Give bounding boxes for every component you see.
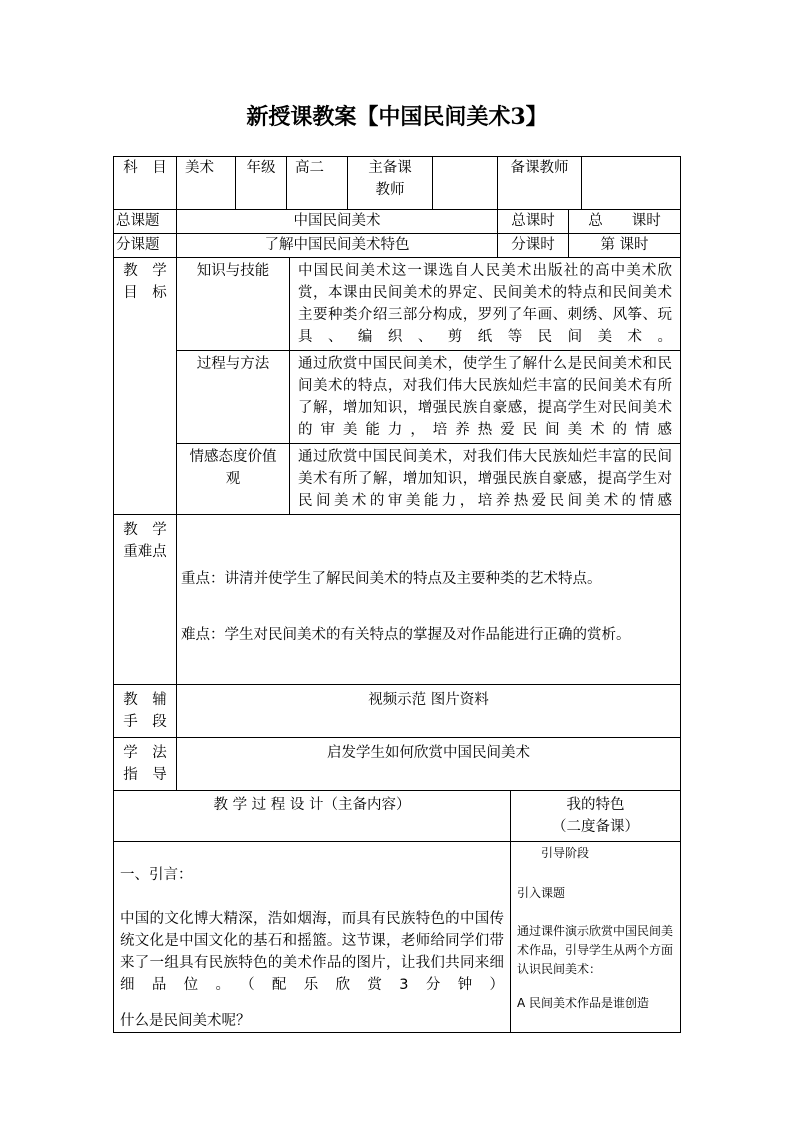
- sub-hours-value: 第 课时: [569, 234, 681, 258]
- total-hours-label: 总课时: [498, 210, 569, 234]
- total-hours-value: 总 课时: [569, 210, 681, 234]
- intro-title: 一、引言：: [120, 867, 193, 883]
- objective-text-knowledge: 中国民间美术这一课选自人民美术出版社的高中美术欣赏，本课由民间美术的界定、民间美术的特点和民间美术主要种类介绍三部分构成，罗列了年画、刺绣、风筝、玩具、编织、剪纸等民间美术。: [290, 258, 681, 351]
- aids-label: 教 辅手 段: [114, 685, 177, 738]
- backup-teacher-label: 备课教师: [498, 157, 582, 210]
- lesson-plan-table: [113, 156, 681, 1033]
- sub-topic-row: [114, 234, 681, 258]
- key-points-label: 教 学重难点: [114, 515, 177, 685]
- note-method: 通过课件演示欣赏中国民间美术作品，引导学生从两个方面认识民间美术：: [517, 924, 674, 976]
- process-row: [114, 842, 681, 1033]
- objective-label-process: 过程与方法: [177, 351, 290, 444]
- objective-label-knowledge: 知识与技能: [177, 258, 290, 351]
- total-topic-row: [114, 210, 681, 234]
- study-value: 启发学生如何欣赏中国民间美术: [177, 738, 681, 791]
- key-focus-text: 重点：讲清并使学生了解民间美术的特点及主要种类的艺术特点。: [181, 570, 602, 587]
- note-stage: 引导阶段: [541, 846, 590, 860]
- objective-label-attitude: 情感态度价值观: [177, 444, 290, 515]
- total-topic-value: 中国民间美术: [177, 210, 498, 234]
- grade-label: 年级: [236, 157, 287, 210]
- page-title: 新授课教案【中国民间美术3】: [246, 104, 548, 130]
- objective-text-attitude: 通过欣赏中国民间美术，对我们伟大民族灿烂丰富的民间美术有所了解，增加知识，增强民族自豪感，提高学生对民间美术的审美能力，培养热爱民间美术的情感: [290, 444, 681, 515]
- note-intro: 引入课题: [517, 886, 566, 900]
- feature-heading: 我的特色: [566, 797, 625, 813]
- intro-question: 什么是民间美术呢？: [120, 1013, 251, 1029]
- study-label: 学 法指 导: [114, 738, 177, 791]
- grade-value: 高二: [287, 157, 348, 210]
- feature-sub: （二度备课）: [552, 819, 639, 835]
- sub-topic-value: 了解中国民间美术特色: [177, 234, 498, 258]
- objective-row-knowledge: [114, 258, 681, 351]
- total-topic-label: 总课题: [114, 210, 177, 234]
- feature-heading-cell: [511, 791, 681, 842]
- key-points-row: [114, 515, 681, 685]
- subject-value: 美术: [177, 157, 236, 210]
- objective-text-process: 通过欣赏中国民间美术，使学生了解什么是民间美术和民间美术的特点，对我们伟大民族灿烂丰富的民间美术有所了解，增加知识，增强民族自豪感，提高学生对民间美术的审美能力，培养热爱民间美术的情感: [290, 351, 681, 444]
- intro-text: 中国的文化博大精深，浩如烟海，而具有民族特色的中国传统文化是中国文化的基石和摇篮。这节课，老师给同学们带来了一组具有民族特色的美术作品的图片，让我们共同来细细品位。（配乐欣赏3分钟）: [120, 911, 504, 993]
- aids-row: [114, 685, 681, 738]
- sub-topic-label: 分课题: [114, 234, 177, 258]
- key-points-content: [177, 515, 681, 685]
- header-row: [114, 157, 681, 210]
- notes-content: [511, 842, 681, 1033]
- main-teacher-value: [433, 157, 498, 210]
- main-teacher-label: 主备课教师: [348, 157, 433, 210]
- backup-teacher-value: [582, 157, 681, 210]
- note-point-a: A 民间美术作品是谁创造: [517, 996, 650, 1010]
- subject-label: 科 目: [114, 157, 177, 210]
- aids-value: 视频示范 图片资料: [177, 685, 681, 738]
- key-difficulty-text: 难点：学生对民间美术的有关特点的掌握及对作品能进行正确的赏析。: [181, 626, 631, 643]
- design-heading: 教 学 过 程 设 计（主备内容）: [114, 791, 511, 842]
- process-content: [114, 842, 511, 1033]
- objective-row-attitude: [114, 444, 681, 515]
- objectives-label: 教 学目 标: [114, 258, 177, 515]
- sub-hours-label: 分课时: [498, 234, 569, 258]
- study-row: [114, 738, 681, 791]
- design-heading-row: [114, 791, 681, 842]
- objective-row-process: [114, 351, 681, 444]
